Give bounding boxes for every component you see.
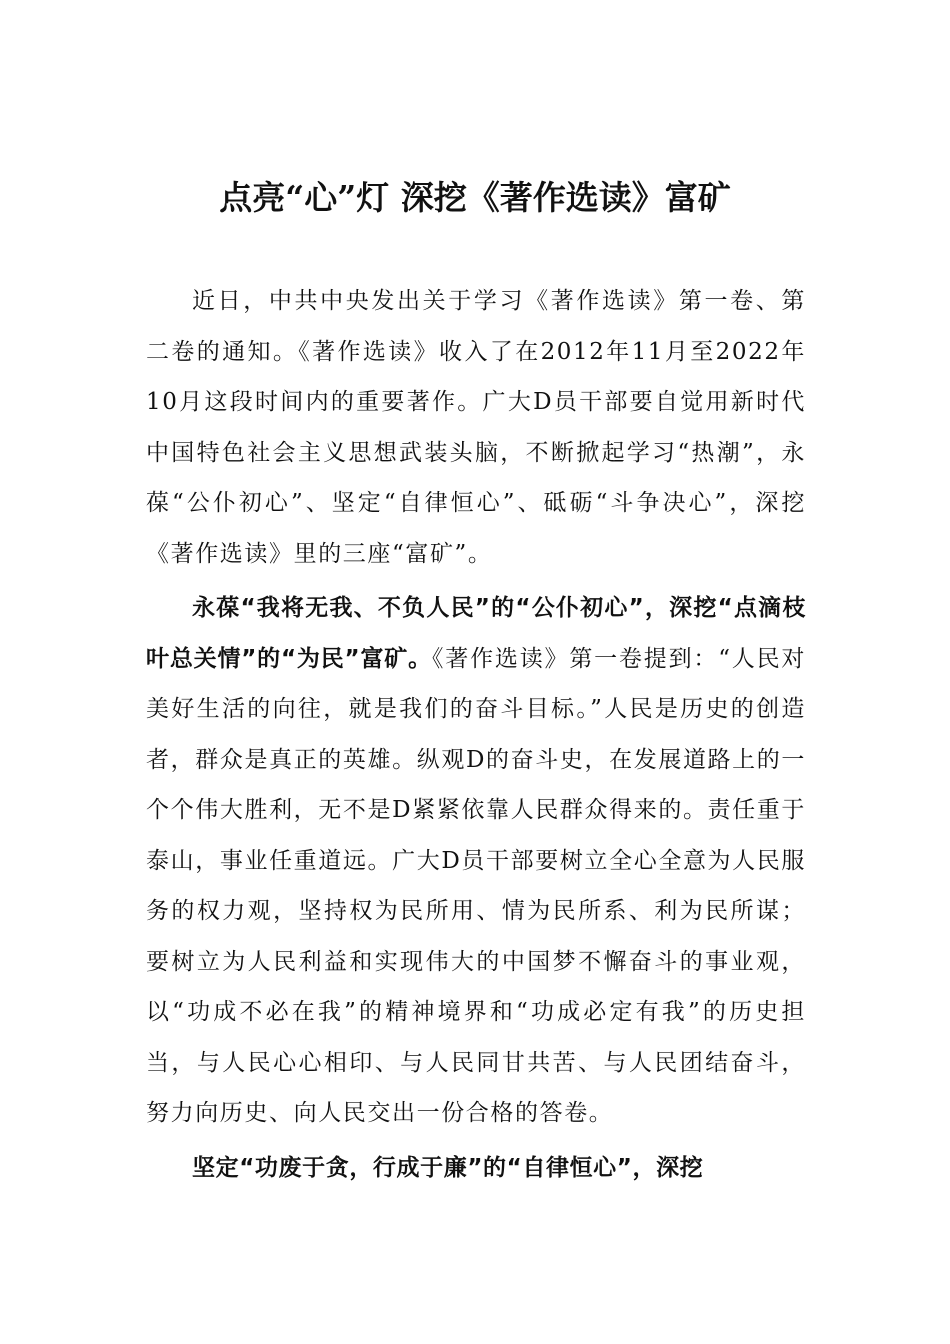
paragraph-lead: 永葆“我将无我、不负人民”的“公仆初心”，深挖“点滴枝叶总关情”的“为民”富矿。 bbox=[146, 595, 806, 672]
paragraph-intro bbox=[146, 276, 806, 579]
paragraph-public-servant bbox=[146, 583, 806, 1139]
document-title: 点亮“心”灯 深挖《著作选读》富矿 bbox=[219, 178, 731, 217]
document-body bbox=[146, 276, 806, 1197]
paragraph-self-discipline bbox=[146, 1143, 806, 1194]
paragraph-text: 《著作选读》第一卷提到：“人民对美好生活的向往，就是我们的奋斗目标。”人民是历史的创造者，群众是真正的英雄。纵观D的奋斗史，在发展道路上的一个个伟大胜利，无不是D紧紧依靠人民群众得来的。责任重于泰山，事业任重道远。广大D员干部要树立全心全意为人民服务的权力观，坚持权为民所用、情为民所系、利为民所谋；要树立为人民利益和实现伟大的中国梦不懈奋斗的事业观，以“功成不必在我”的精神境界和“功成必定有我”的历史担当，与人民心心相印、与人民同甘共苦、与人民团结奋斗，努力向历史、向人民交出一份合格的答卷。 bbox=[146, 645, 807, 1126]
paragraph-text: 近日，中共中央发出关于学习《著作选读》第一卷、第二卷的通知。《著作选读》收入了在2012年11月至2022年10月这段时间内的重要著作。广大D员干部要自觉用新时代中国特色社会主义思想武装头脑，不断掀起学习“热潮”，永葆“公仆初心”、坚定“自律恒心”、砥砺“斗争决心”，深挖《著作选读》里的三座“富矿”。 bbox=[146, 288, 806, 567]
paragraph-lead: 坚定“功废于贪，行成于廉”的“自律恒心”，深挖 bbox=[192, 1154, 704, 1181]
